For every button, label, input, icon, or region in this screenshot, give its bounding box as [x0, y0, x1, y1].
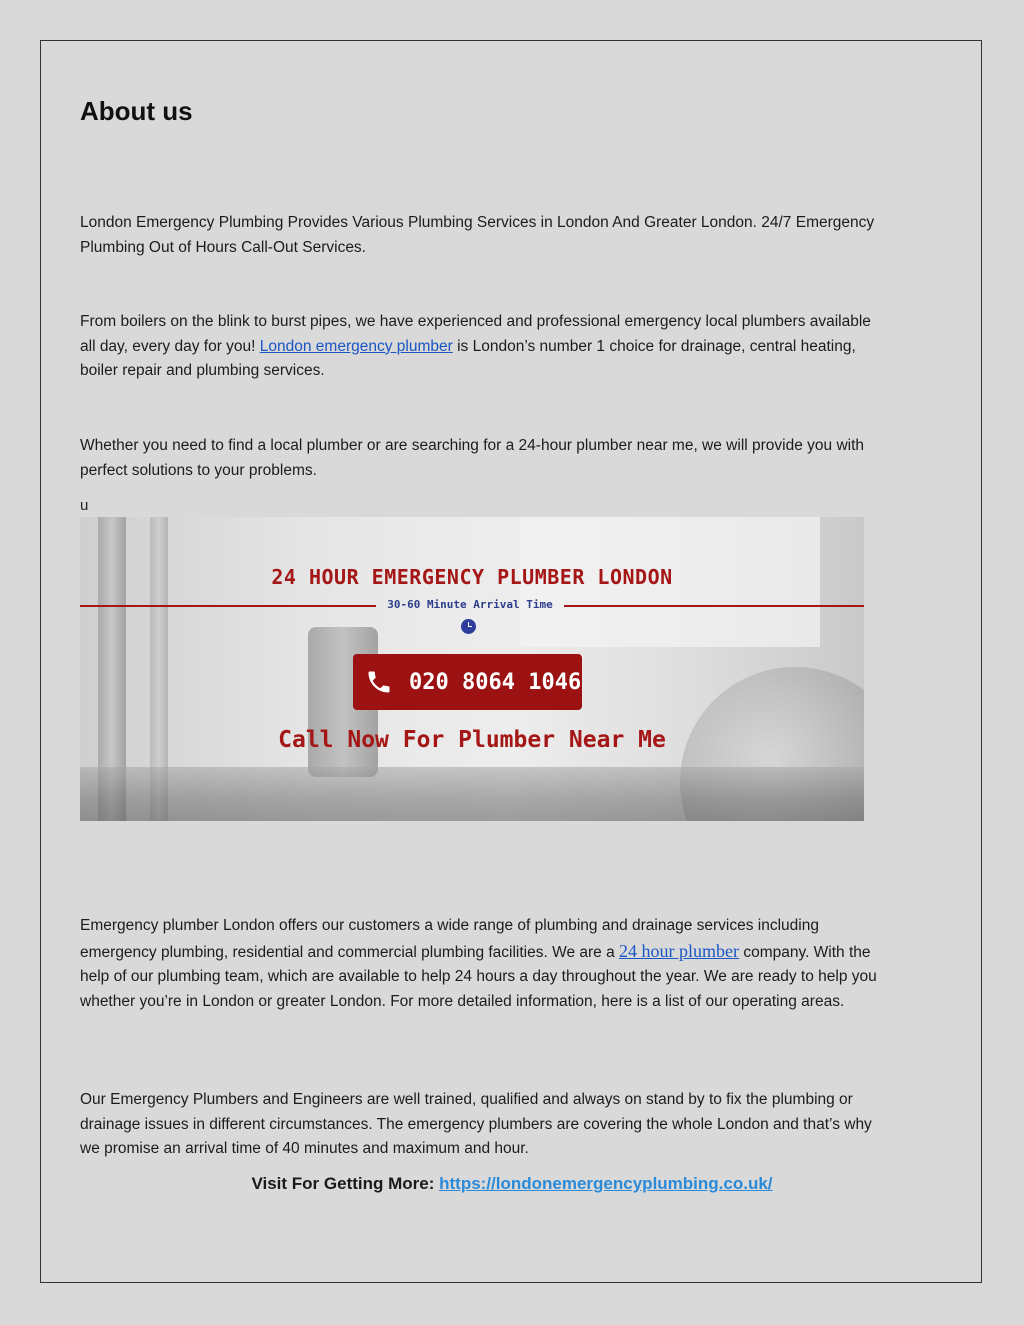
company-paragraph — [80, 914, 880, 1014]
phone-number: 020 8064 1046 — [409, 669, 582, 695]
page-title: About us — [80, 96, 193, 126]
banner-subtitle: 30-60 Minute Arrival Time — [387, 598, 553, 611]
banner-title: 24 HOUR EMERGENCY PLUMBER LONDON — [271, 565, 673, 589]
banner-divider — [80, 605, 376, 607]
visit-label: Visit For Getting More: — [251, 1174, 440, 1193]
company-text-start: Emergency plumber London offers our customers a wide range of plumbing and drainage services including emergency plumbing, residential and commercial plumbing facilities. We are a — [80, 917, 819, 961]
visit-line — [0, 1174, 1024, 1194]
engineers-paragraph: Our Emergency Plumbers and Engineers are well trained, qualified and always on stand by to fix the plumbing or drainage issues in different circumstances. The emergency plumbers are covering the whole London and that’s why we promise an arrival time of 40 minutes and maximum and hour. — [80, 1091, 872, 1157]
company-text-end: company. With the help of our plumbing team, which are available to help 24 hours a day throughout the year. We are ready to help you whether you’re in London or greater London. For more detailed information, here is a list of our operating areas. — [80, 943, 877, 1010]
solutions-paragraph: Whether you need to find a local plumber or are searching for a 24-hour plumber near me, we will provide you with perfect solutions to your problems. — [80, 437, 865, 479]
services-text-end: is London’s number 1 choice for drainage, central heating, boiler repair and plumbing services. — [80, 337, 856, 379]
phone-icon — [365, 668, 393, 696]
london-emergency-plumber-link[interactable]: London emergency plumber — [259, 337, 453, 355]
promo-banner-image — [80, 517, 864, 821]
phone-call-button[interactable] — [353, 654, 582, 710]
services-text-start: From boilers on the blink to burst pipes, we have experienced and professional emergency local plumbers available all day, every day for you! — [80, 313, 871, 355]
banner-bg-pipe — [80, 767, 864, 821]
website-link[interactable]: https://londonemergencyplumbing.co.uk/ — [439, 1174, 773, 1193]
banner-cta: Call Now For Plumber Near Me — [278, 727, 666, 753]
banner-divider — [564, 605, 864, 607]
24-hour-plumber-link[interactable]: 24 hour plumber — [619, 940, 740, 961]
intro-paragraph: London Emergency Plumbing Provides Various Plumbing Services in London And Greater London. 24/7 Emergency Plumbing Out of Hours Call-Out Services. — [80, 214, 875, 256]
clock-icon — [461, 619, 476, 634]
stray-character: u — [80, 497, 89, 514]
services-paragraph — [80, 310, 880, 384]
